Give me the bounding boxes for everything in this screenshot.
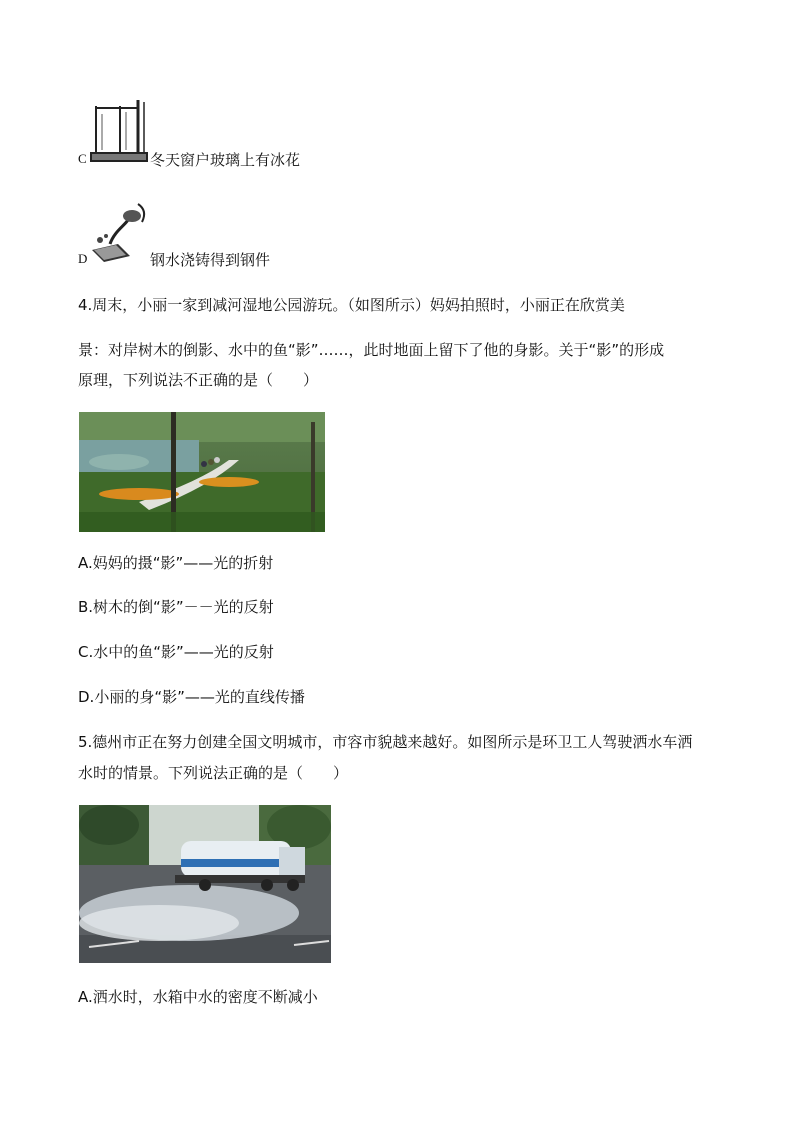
option-c-letter: C bbox=[78, 151, 87, 166]
wetland-park-photo bbox=[79, 412, 325, 532]
q4-option-d: D.小丽的身“影”——光的直线传播 bbox=[78, 688, 305, 706]
q5-stem-line1: 5.德州市正在努力创建全国文明城市，市容市貌越来越好。如图所示是环卫工人驾驶洒水车洒 bbox=[78, 733, 693, 751]
q4-stem-line2: 景：对岸树木的倒影、水中的鱼“影”……，此时地面上留下了他的身影。关于“影”的形成 bbox=[78, 341, 665, 359]
option-d-text: 钢水浇铸得到钢件 bbox=[150, 251, 271, 269]
q4-stem-line1: 4.周末，小丽一家到减河湿地公园游玩。（如图所示）妈妈拍照时，小丽正在欣赏美 bbox=[78, 296, 625, 314]
option-d-letter: D bbox=[78, 251, 88, 266]
q5-option-a: A.洒水时，水箱中水的密度不断减小 bbox=[78, 988, 318, 1006]
q4-option-c: C.水中的鱼“影”——光的反射 bbox=[78, 643, 274, 661]
window-frost-icon bbox=[86, 100, 156, 166]
q4-option-a: A.妈妈的摄“影”——光的折射 bbox=[78, 554, 274, 572]
q4-option-b: B.树木的倒“影”－－光的反射 bbox=[78, 598, 274, 616]
option-c-text: 冬天窗户玻璃上有冰花 bbox=[150, 151, 301, 169]
q4-stem-line3: 原理，下列说法不正确的是（ ） bbox=[78, 371, 319, 389]
option-d bbox=[78, 200, 378, 270]
q5-stem-line2: 水时的情景。下列说法正确的是（ ） bbox=[78, 764, 349, 782]
option-c bbox=[78, 100, 378, 170]
steel-casting-icon bbox=[88, 200, 152, 264]
sprinkler-truck-photo bbox=[79, 805, 331, 963]
